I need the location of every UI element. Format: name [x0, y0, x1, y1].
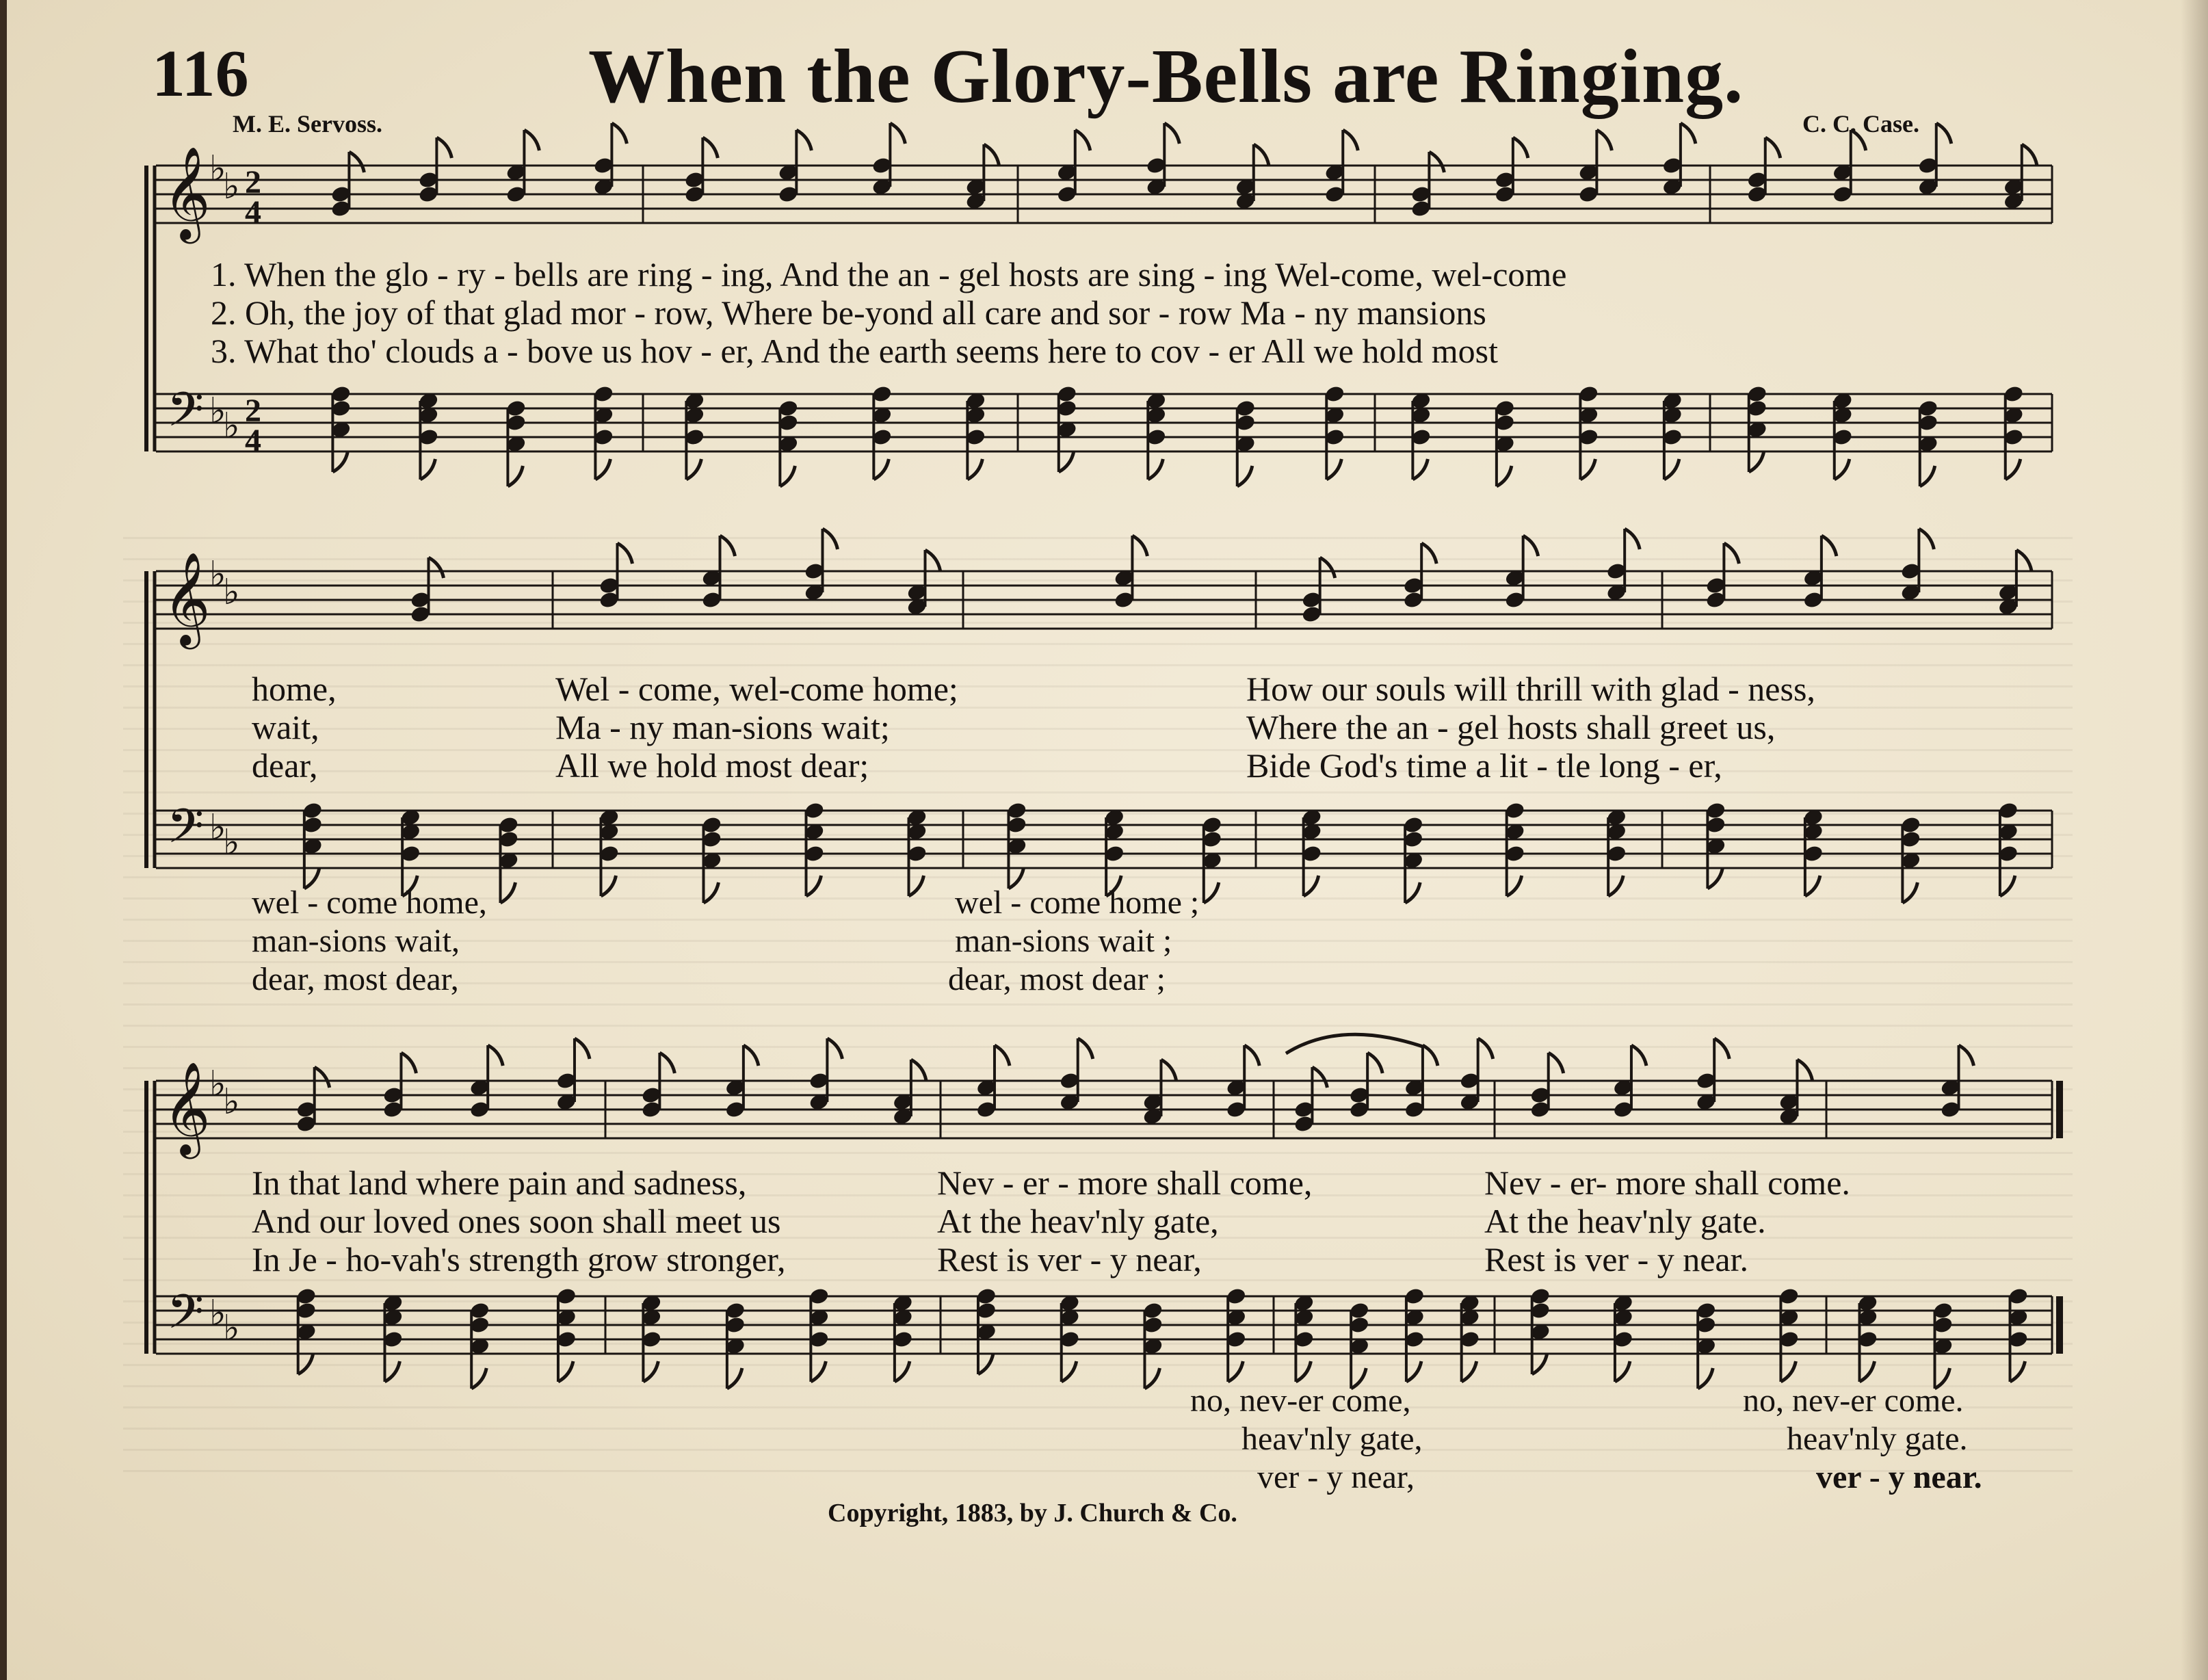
note-flag — [508, 466, 523, 486]
time-signature-top: 2 — [245, 393, 261, 429]
note-flag — [1228, 1361, 1243, 1382]
note-flag — [1765, 137, 1780, 158]
note-flag — [1059, 451, 1074, 472]
flat-icon: ♭ — [209, 1064, 226, 1105]
bass-echo-3b: dear, most dear ; — [948, 961, 1166, 997]
flat-icon: ♭ — [209, 391, 226, 432]
note-flag — [643, 1361, 658, 1382]
note-flag — [1780, 1361, 1796, 1382]
verse-1-line-2b: Wel - come, wel-come home; — [555, 670, 958, 708]
hymn-title: When the Glory-Bells are Ringing. — [588, 34, 1744, 119]
treble-clef-icon: 𝄞 — [163, 145, 211, 239]
note-flag — [1625, 529, 1640, 549]
page-number: 116 — [152, 37, 249, 111]
note-flag — [967, 459, 982, 480]
note-flag — [2010, 1361, 2025, 1382]
verse-2-line-3c: At the heav'nly gate. — [1484, 1202, 1766, 1240]
note-flag — [1749, 451, 1764, 472]
note-flag — [429, 557, 444, 578]
note-flag — [601, 876, 616, 896]
flat-icon: ♭ — [209, 554, 226, 595]
note-flag — [659, 1053, 674, 1073]
note-flag — [2022, 144, 2037, 165]
note-flag — [349, 152, 364, 172]
note-flag — [384, 1361, 399, 1382]
note-flag — [524, 130, 539, 150]
verse-1-line-3b: Nev - er - more shall come, — [937, 1164, 1313, 1202]
note-flag — [744, 1045, 759, 1066]
note-flag — [1549, 1053, 1564, 1073]
slur — [1286, 1034, 1423, 1053]
note-flag — [796, 130, 811, 150]
verse-3-line-3b: Rest is ver - y near, — [937, 1240, 1202, 1278]
note-flag — [436, 137, 451, 158]
note-flag — [332, 451, 347, 472]
bass-echo-1a: wel - come home, — [252, 884, 487, 921]
treble-clef-icon: 𝄞 — [163, 551, 211, 645]
note-flag — [1698, 1368, 1713, 1389]
note-flag — [984, 144, 999, 165]
note-flag — [1920, 466, 1935, 486]
note-flag — [1462, 1361, 1477, 1382]
note-flag — [1254, 144, 1269, 165]
note-flag — [911, 1060, 926, 1080]
time-signature-top: 2 — [245, 164, 261, 200]
note-flag — [827, 1038, 842, 1059]
flat-icon: ♭ — [209, 1293, 226, 1334]
note-flag — [1860, 1361, 1875, 1382]
note-flag — [1405, 882, 1420, 903]
verse-3-line-1: 3. What tho' clouds a - bove us hov - er, And the earth seems here to cov - er All we hold most — [211, 332, 1499, 370]
note-flag — [1959, 1045, 1974, 1066]
note-flag — [1681, 123, 1696, 144]
bass-echo-1c: no, nev-er come, — [1190, 1382, 1411, 1419]
bass-clef-icon: 𝄢 — [167, 798, 205, 865]
verse-3-line-2c: Bide God's time a lit - tle long - er, — [1246, 746, 1722, 785]
note-flag — [401, 1053, 416, 1073]
note-flag — [1343, 130, 1358, 150]
flat-icon: ♭ — [223, 166, 240, 207]
note-flag — [727, 1368, 742, 1389]
bass-clef-icon: 𝄢 — [167, 1284, 205, 1351]
note-flag — [575, 1038, 590, 1059]
time-signature-bottom: 4 — [245, 194, 261, 231]
note-flag — [501, 882, 516, 903]
note-flag — [686, 459, 701, 480]
note-flag — [1312, 1067, 1327, 1088]
note-flag — [1078, 1038, 1093, 1059]
flat-icon: ♭ — [223, 406, 240, 447]
bass-echo-2a: man-sions wait, — [252, 923, 460, 959]
note-flag — [1296, 1361, 1311, 1382]
note-flag — [780, 466, 795, 486]
note-flag — [2016, 550, 2032, 570]
bass-echo-3a: dear, most dear, — [252, 961, 459, 997]
bass-echo-2b: man-sions wait ; — [955, 923, 1172, 959]
copyright-notice: Copyright, 1883, by J. Church & Co. — [828, 1499, 1237, 1527]
note-flag — [978, 1354, 993, 1374]
flat-icon: ♭ — [223, 822, 240, 863]
verse-1-line-2a: home, — [252, 670, 337, 708]
note-flag — [595, 459, 610, 480]
lyricist-credit: M. E. Servoss. — [233, 110, 382, 137]
note-flag — [1367, 1053, 1382, 1073]
bass-clef-icon: 𝄢 — [167, 382, 205, 449]
note-flag — [1707, 868, 1722, 889]
note-flag — [995, 1045, 1010, 1066]
note-flag — [1497, 466, 1512, 486]
note-flag — [420, 459, 435, 480]
verse-1-line-3c: Nev - er- more shall come. — [1484, 1164, 1850, 1202]
note-flag — [2000, 876, 2015, 896]
bass-echo-2c: heav'nly gate, — [1241, 1421, 1423, 1457]
verse-3-line-2a: dear, — [252, 746, 318, 785]
note-flag — [1664, 459, 1679, 480]
note-flag — [702, 137, 718, 158]
bass-echo-1b: wel - come home ; — [955, 884, 1200, 921]
note-flag — [1851, 130, 1866, 150]
note-flag — [1406, 1361, 1421, 1382]
note-flag — [1421, 543, 1436, 564]
flat-icon: ♭ — [223, 1308, 240, 1349]
note-flag — [1412, 459, 1428, 480]
note-flag — [1304, 876, 1319, 896]
note-flag — [1075, 130, 1090, 150]
note-flag — [1326, 459, 1341, 480]
note-flag — [1429, 152, 1444, 172]
note-flag — [2006, 459, 2021, 480]
note-flag — [890, 123, 905, 144]
note-flag — [1478, 1038, 1493, 1059]
note-flag — [909, 876, 924, 896]
note-flag — [1608, 876, 1623, 896]
note-flag — [1423, 1045, 1438, 1066]
note-flag — [1631, 1045, 1646, 1066]
note-flag — [1237, 466, 1252, 486]
verse-3-line-2b: All we hold most dear; — [555, 746, 869, 785]
note-flag — [704, 882, 719, 903]
verse-2-line-2c: Where the an - gel hosts shall greet us, — [1246, 708, 1776, 746]
flat-icon: ♭ — [209, 807, 226, 848]
note-flag — [1204, 882, 1219, 903]
note-flag — [315, 1067, 330, 1088]
flat-icon: ♭ — [223, 1081, 240, 1123]
verse-2-line-3b: At the heav'nly gate, — [937, 1202, 1219, 1240]
note-flag — [1148, 459, 1163, 480]
verse-2-line-1: 2. Oh, the joy of that glad mor - row, Where be-yond all care and sor - row Ma - ny mansions — [211, 293, 1486, 332]
note-flag — [1507, 876, 1522, 896]
note-flag — [1835, 459, 1850, 480]
verse-3-line-3a: In Je - ho-vah's strength grow stronger, — [252, 1240, 786, 1278]
flat-icon: ♭ — [223, 572, 240, 613]
verse-1-line-1: 1. When the glo - ry - bells are ring - ing, And the an - gel hosts are sing - ing Wel-come, wel-come — [211, 255, 1567, 293]
note-flag — [1244, 1045, 1259, 1066]
note-flag — [925, 550, 941, 570]
note-flag — [1161, 1060, 1176, 1080]
bass-echo-3c: ver - y near, — [1257, 1459, 1415, 1495]
note-flag — [1936, 123, 1951, 144]
note-flag — [298, 1354, 313, 1374]
bass-echo-3d: ver - y near. — [1816, 1459, 1982, 1495]
final-barline — [2056, 1296, 2063, 1354]
note-flag — [720, 536, 735, 556]
note-flag — [811, 1361, 826, 1382]
note-flag — [1532, 1354, 1547, 1374]
note-flag — [1724, 543, 1739, 564]
note-flag — [806, 876, 822, 896]
note-flag — [1062, 1361, 1077, 1382]
note-flag — [1615, 1361, 1630, 1382]
note-flag — [1902, 882, 1917, 903]
note-flag — [1164, 123, 1179, 144]
note-flag — [1144, 1368, 1159, 1389]
note-flag — [1919, 529, 1934, 549]
treble-clef-icon: 𝄞 — [163, 1060, 211, 1155]
verse-1-line-2c: How our souls will thrill with glad - ness, — [1246, 670, 1815, 708]
note-flag — [1714, 1038, 1729, 1059]
final-barline — [2056, 1081, 2063, 1138]
note-flag — [1805, 876, 1820, 896]
verse-1-line-3a: In that land where pain and sadness, — [252, 1164, 747, 1202]
verse-2-line-3a: And our loved ones soon shall meet us — [252, 1202, 781, 1240]
note-flag — [618, 543, 633, 564]
note-flag — [873, 459, 889, 480]
note-flag — [1132, 536, 1147, 556]
note-flag — [1320, 557, 1335, 578]
note-flag — [612, 123, 627, 144]
note-flag — [1822, 536, 1837, 556]
note-flag — [1513, 137, 1528, 158]
note-flag — [895, 1361, 910, 1382]
time-signature-bottom: 4 — [245, 423, 261, 459]
note-flag — [1797, 1060, 1812, 1080]
bass-echo-2d: heav'nly gate. — [1787, 1421, 1968, 1457]
note-flag — [488, 1045, 503, 1066]
verse-2-line-2b: Ma - ny man-sions wait; — [555, 708, 890, 746]
note-flag — [471, 1368, 486, 1389]
composer-credit: C. C. Case. — [1802, 110, 1919, 137]
note-flag — [1596, 130, 1612, 150]
note-flag — [1523, 536, 1538, 556]
note-flag — [823, 529, 838, 549]
verse-2-line-2a: wait, — [252, 708, 319, 746]
bass-echo-1d: no, nev-er come. — [1743, 1382, 1964, 1419]
verse-3-line-3c: Rest is ver - y near. — [1484, 1240, 1749, 1278]
note-flag — [1580, 459, 1595, 480]
note-flag — [558, 1361, 573, 1382]
flat-icon: ♭ — [209, 148, 226, 189]
